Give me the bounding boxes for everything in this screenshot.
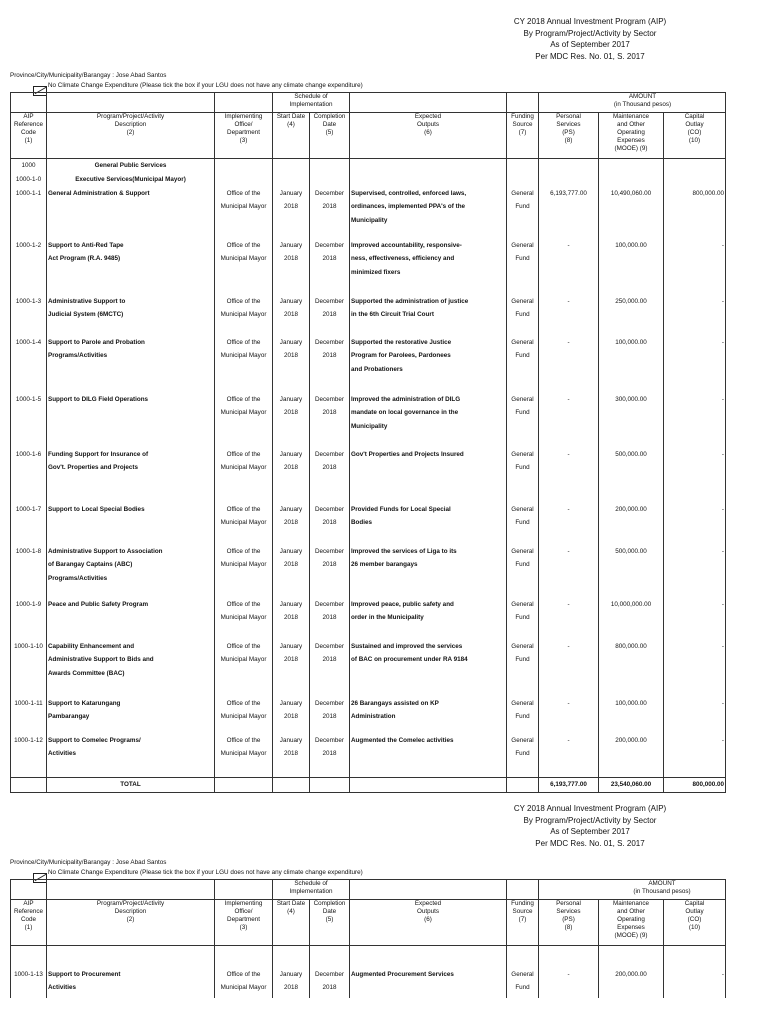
ps-amount: -: [539, 448, 599, 503]
funding-source: General Fund: [507, 239, 539, 295]
completion-date: December 2018: [310, 239, 350, 295]
expected-outputs: Supervised, controlled, enforced laws, ordinances, implemented PPA's of the Municipality: [350, 187, 507, 239]
implementing-office: Office of the Municipal Mayor: [215, 393, 273, 448]
province-label: Province/City/Municipality/Barangay : Jose Abad Santos: [10, 72, 167, 79]
start-date: January 2018: [273, 295, 310, 336]
completion-date: December 2018: [310, 336, 350, 393]
col-outputs: Expected Outputs (6): [350, 113, 507, 159]
ps-amount: 6,193,777.00: [539, 187, 599, 239]
completion-date: December 2018: [310, 393, 350, 448]
completion-date: December 2018: [310, 448, 350, 503]
mooe-amount: 500,000.00: [599, 448, 664, 503]
total-label: TOTAL: [47, 778, 215, 793]
co-amount: -: [664, 295, 726, 336]
climate-change-note: No Climate Change Expenditure (Please tick the box if your LGU does not have any climate change expenditure): [48, 82, 363, 89]
table-body-page2: [11, 946, 726, 998]
mooe-amount: 500,000.00: [599, 545, 664, 598]
col-completion: Completion Date (5): [310, 113, 350, 159]
funding-source: General Fund: [507, 187, 539, 239]
aip-code: 1000-1-12: [11, 734, 47, 778]
expected-outputs: Augmented the Comelec activities: [350, 734, 507, 778]
co-amount: -: [664, 640, 726, 697]
mooe-amount: 200,000.00: [599, 968, 664, 998]
total-mooe: 23,540,060.00: [599, 778, 664, 793]
completion-date: December 2018: [310, 640, 350, 697]
start-date: January 2018: [273, 598, 310, 640]
report-header: [440, 16, 740, 62]
completion-date: December 2018: [310, 187, 350, 239]
climate-change-note-page2: No Climate Change Expenditure (Please tick the box if your LGU does not have any climate change expenditure): [48, 869, 363, 876]
mooe-amount: 10,000,000.00: [599, 598, 664, 640]
table-row: [11, 187, 726, 239]
co-amount: -: [664, 598, 726, 640]
mooe-amount: 300,000.00: [599, 393, 664, 448]
ppa-description: Support to Comelec Programs/ Activities: [47, 734, 215, 778]
aip-code: 1000-1-10: [11, 640, 47, 697]
expected-outputs: Supported the restorative Justice Program for Parolees, Pardonees and Probationers: [350, 336, 507, 393]
ppa-description: Funding Support for Insurance of Gov't. Properties and Projects: [47, 448, 215, 503]
start-date: January 2018: [273, 968, 310, 998]
aip-code: 1000-1-11: [11, 697, 47, 734]
ppa-description: Support to Procurement Activities: [47, 968, 215, 998]
expected-outputs: Improved peace, public safety and order in the Municipality: [350, 598, 507, 640]
report-header-page2: CY 2018 Annual Investment Program (AIP) By Program/Project/Activity by Sector As of September 2017 Per MDC Res. No. 01, S. 2017: [513, 804, 667, 848]
aip-code: 1000-1-6: [11, 448, 47, 503]
table-row: [11, 336, 726, 393]
completion-date: December 2018: [310, 734, 350, 778]
mooe-amount: 250,000.00: [599, 295, 664, 336]
implementing-office: Office of the Municipal Mayor: [215, 640, 273, 697]
ps-amount: -: [539, 295, 599, 336]
col-aip-ref: AIP Reference Code (1): [11, 113, 47, 159]
completion-date: December 2018: [310, 598, 350, 640]
mooe-amount: 10,490,060.00: [599, 187, 664, 239]
aip-code: 1000-1-7: [11, 503, 47, 545]
table-row: [11, 393, 726, 448]
table-header-page2: Schedule of Implementation AMOUNT (in Thousand pesos) AIP Reference Code (1) Program/Project/Activity Description (2) Implementing Office/ Department (3) Start Date (4) Completion Date (5) Expected Outputs (6) Funding Source (7) Personal Services (PS) (8) Maintenance and Other Operating Expenses (MOOE) (9) Capital Outlay (CO) (10): [11, 880, 726, 946]
completion-date: December 2018: [310, 968, 350, 998]
table-row: [11, 968, 726, 998]
col-start: Start Date (4): [273, 113, 310, 159]
section-row: 1000-1-0 Executive Services(Municipal Mayor): [11, 173, 726, 187]
ppa-description: Capability Enhancement and Administrative Support to Bids and Awards Committee (BAC): [47, 640, 215, 697]
aip-code: 1000-1-3: [11, 295, 47, 336]
mooe-amount: 100,000.00: [599, 336, 664, 393]
start-date: January 2018: [273, 503, 310, 545]
ps-amount: -: [539, 968, 599, 998]
expected-outputs: Improved the administration of DILG mandate on local governance in the Municipality: [350, 393, 507, 448]
ppa-description: Peace and Public Safety Program: [47, 598, 215, 640]
col-ps: Personal Services (PS) (8): [539, 113, 599, 159]
aip-table: [10, 92, 726, 793]
implementing-office: Office of the Municipal Mayor: [215, 503, 273, 545]
expected-outputs: Provided Funds for Local Special Bodies: [350, 503, 507, 545]
co-amount: -: [664, 336, 726, 393]
schedule-header: Schedule of Implementation: [273, 93, 350, 113]
report-resolution: Per MDC Res. No. 01, S. 2017: [535, 51, 645, 61]
completion-date: December 2018: [310, 697, 350, 734]
report-title: CY 2018 Annual Investment Program (AIP): [513, 17, 667, 26]
ppa-description: Support to Anti-Red Tape Act Program (R.A. 9485): [47, 239, 215, 295]
ps-amount: -: [539, 697, 599, 734]
ps-amount: -: [539, 239, 599, 295]
aip-code: 1000-1-4: [11, 336, 47, 393]
ps-amount: -: [539, 336, 599, 393]
funding-source: General Fund: [507, 448, 539, 503]
mooe-amount: 800,000.00: [599, 640, 664, 697]
ps-amount: -: [539, 734, 599, 778]
co-amount: -: [664, 239, 726, 295]
start-date: January 2018: [273, 239, 310, 295]
implementing-office: Office of the Municipal Mayor: [215, 295, 273, 336]
start-date: January 2018: [273, 336, 310, 393]
ps-amount: -: [539, 640, 599, 697]
table-row: [11, 295, 726, 336]
implementing-office: Office of the Municipal Mayor: [215, 734, 273, 778]
expected-outputs: Gov't Properties and Projects Insured: [350, 448, 507, 503]
table-header: [11, 93, 726, 159]
co-amount: -: [664, 697, 726, 734]
expected-outputs: Sustained and improved the services of BAC on procurement under RA 9184: [350, 640, 507, 697]
expected-outputs: 26 Barangays assisted on KP Administration: [350, 697, 507, 734]
section-row: 1000 General Public Services: [11, 159, 726, 173]
co-amount: 800,000.00: [664, 187, 726, 239]
aip-code: 1000-1-5: [11, 393, 47, 448]
ps-amount: -: [539, 545, 599, 598]
ps-amount: -: [539, 503, 599, 545]
report-subtitle: By Program/Project/Activity by Sector: [523, 28, 657, 38]
ps-amount: -: [539, 598, 599, 640]
expected-outputs: Augmented Procurement Services: [350, 968, 507, 998]
implementing-office: Office of the Municipal Mayor: [215, 239, 273, 295]
aip-table-page2: [10, 879, 726, 998]
ppa-description: Administrative Support to Association of Barangay Captains (ABC) Programs/Activities: [47, 545, 215, 598]
aip-code: 1000-1-1: [11, 187, 47, 239]
co-amount: -: [664, 393, 726, 448]
ppa-description: Support to DILG Field Operations: [47, 393, 215, 448]
mooe-amount: 100,000.00: [599, 697, 664, 734]
implementing-office: Office of the Municipal Mayor: [215, 697, 273, 734]
table-row: [11, 503, 726, 545]
start-date: January 2018: [273, 697, 310, 734]
report-as-of: As of September 2017: [550, 40, 630, 49]
table-row: [11, 640, 726, 697]
implementing-office: Office of the Municipal Mayor: [215, 545, 273, 598]
col-ppa: Program/Project/Activity Description (2): [47, 113, 215, 159]
co-amount: -: [664, 448, 726, 503]
start-date: January 2018: [273, 545, 310, 598]
start-date: January 2018: [273, 187, 310, 239]
ppa-description: General Administration & Support: [47, 187, 215, 239]
completion-date: December 2018: [310, 545, 350, 598]
completion-date: December 2018: [310, 503, 350, 545]
co-amount: -: [664, 503, 726, 545]
ppa-description: Support to Local Special Bodies: [47, 503, 215, 545]
funding-source: General Fund: [507, 336, 539, 393]
ppa-description: Support to Parole and Probation Programs/Activities: [47, 336, 215, 393]
start-date: January 2018: [273, 393, 310, 448]
aip-code: 1000-1-8: [11, 545, 47, 598]
table-row: [11, 545, 726, 598]
expected-outputs: Supported the administration of justice in the 6th Circuit Trial Court: [350, 295, 507, 336]
co-amount: -: [664, 734, 726, 778]
expected-outputs: Improved accountability, responsive- ness, effectiveness, efficiency and minimized fixers: [350, 239, 507, 295]
funding-source: General Fund: [507, 968, 539, 998]
funding-source: General Fund: [507, 640, 539, 697]
total-ps: 6,193,777.00: [539, 778, 599, 793]
aip-code: 1000-1-13: [11, 968, 47, 998]
funding-source: General Fund: [507, 697, 539, 734]
table-row: [11, 697, 726, 734]
ps-amount: -: [539, 393, 599, 448]
start-date: January 2018: [273, 734, 310, 778]
implementing-office: Office of the Municipal Mayor: [215, 598, 273, 640]
start-date: January 2018: [273, 640, 310, 697]
funding-source: General Fund: [507, 503, 539, 545]
co-amount: -: [664, 968, 726, 998]
col-co: Capital Outlay (CO) (10): [664, 113, 726, 159]
col-mooe: Maintenance and Other Operating Expenses (MOOE) (9): [599, 113, 664, 159]
funding-source: General Fund: [507, 545, 539, 598]
completion-date: December 2018: [310, 295, 350, 336]
mooe-amount: 200,000.00: [599, 503, 664, 545]
table-row: [11, 239, 726, 295]
funding-source: General Fund: [507, 295, 539, 336]
implementing-office: Office of the Municipal Mayor: [215, 968, 273, 998]
aip-code: 1000-1-2: [11, 239, 47, 295]
funding-source: General Fund: [507, 734, 539, 778]
implementing-office: Office of the Municipal Mayor: [215, 187, 273, 239]
implementing-office: Office of the Municipal Mayor: [215, 336, 273, 393]
expected-outputs: Improved the services of Liga to its 26 member barangays: [350, 545, 507, 598]
aip-code: 1000-1-9: [11, 598, 47, 640]
table-row: [11, 598, 726, 640]
ppa-description: Administrative Support to Judicial System (6MCTC): [47, 295, 215, 336]
mooe-amount: 100,000.00: [599, 239, 664, 295]
funding-source: General Fund: [507, 393, 539, 448]
table-body: [11, 159, 726, 793]
co-amount: -: [664, 545, 726, 598]
implementing-office: Office of the Municipal Mayor: [215, 448, 273, 503]
amount-header: AMOUNT (in Thousand pesos): [539, 93, 726, 113]
funding-source: General Fund: [507, 598, 539, 640]
total-row: [11, 778, 726, 793]
mooe-amount: 200,000.00: [599, 734, 664, 778]
table-row: [11, 734, 726, 778]
table-row: [11, 448, 726, 503]
province-label-page2: Province/City/Municipality/Barangay : Jose Abad Santos: [10, 859, 167, 866]
col-office: Implementing Office/ Department (3): [215, 113, 273, 159]
ppa-description: Support to Katarungang Pambarangay: [47, 697, 215, 734]
total-co: 800,000.00: [664, 778, 726, 793]
start-date: January 2018: [273, 448, 310, 503]
col-funding: Funding Source (7): [507, 113, 539, 159]
